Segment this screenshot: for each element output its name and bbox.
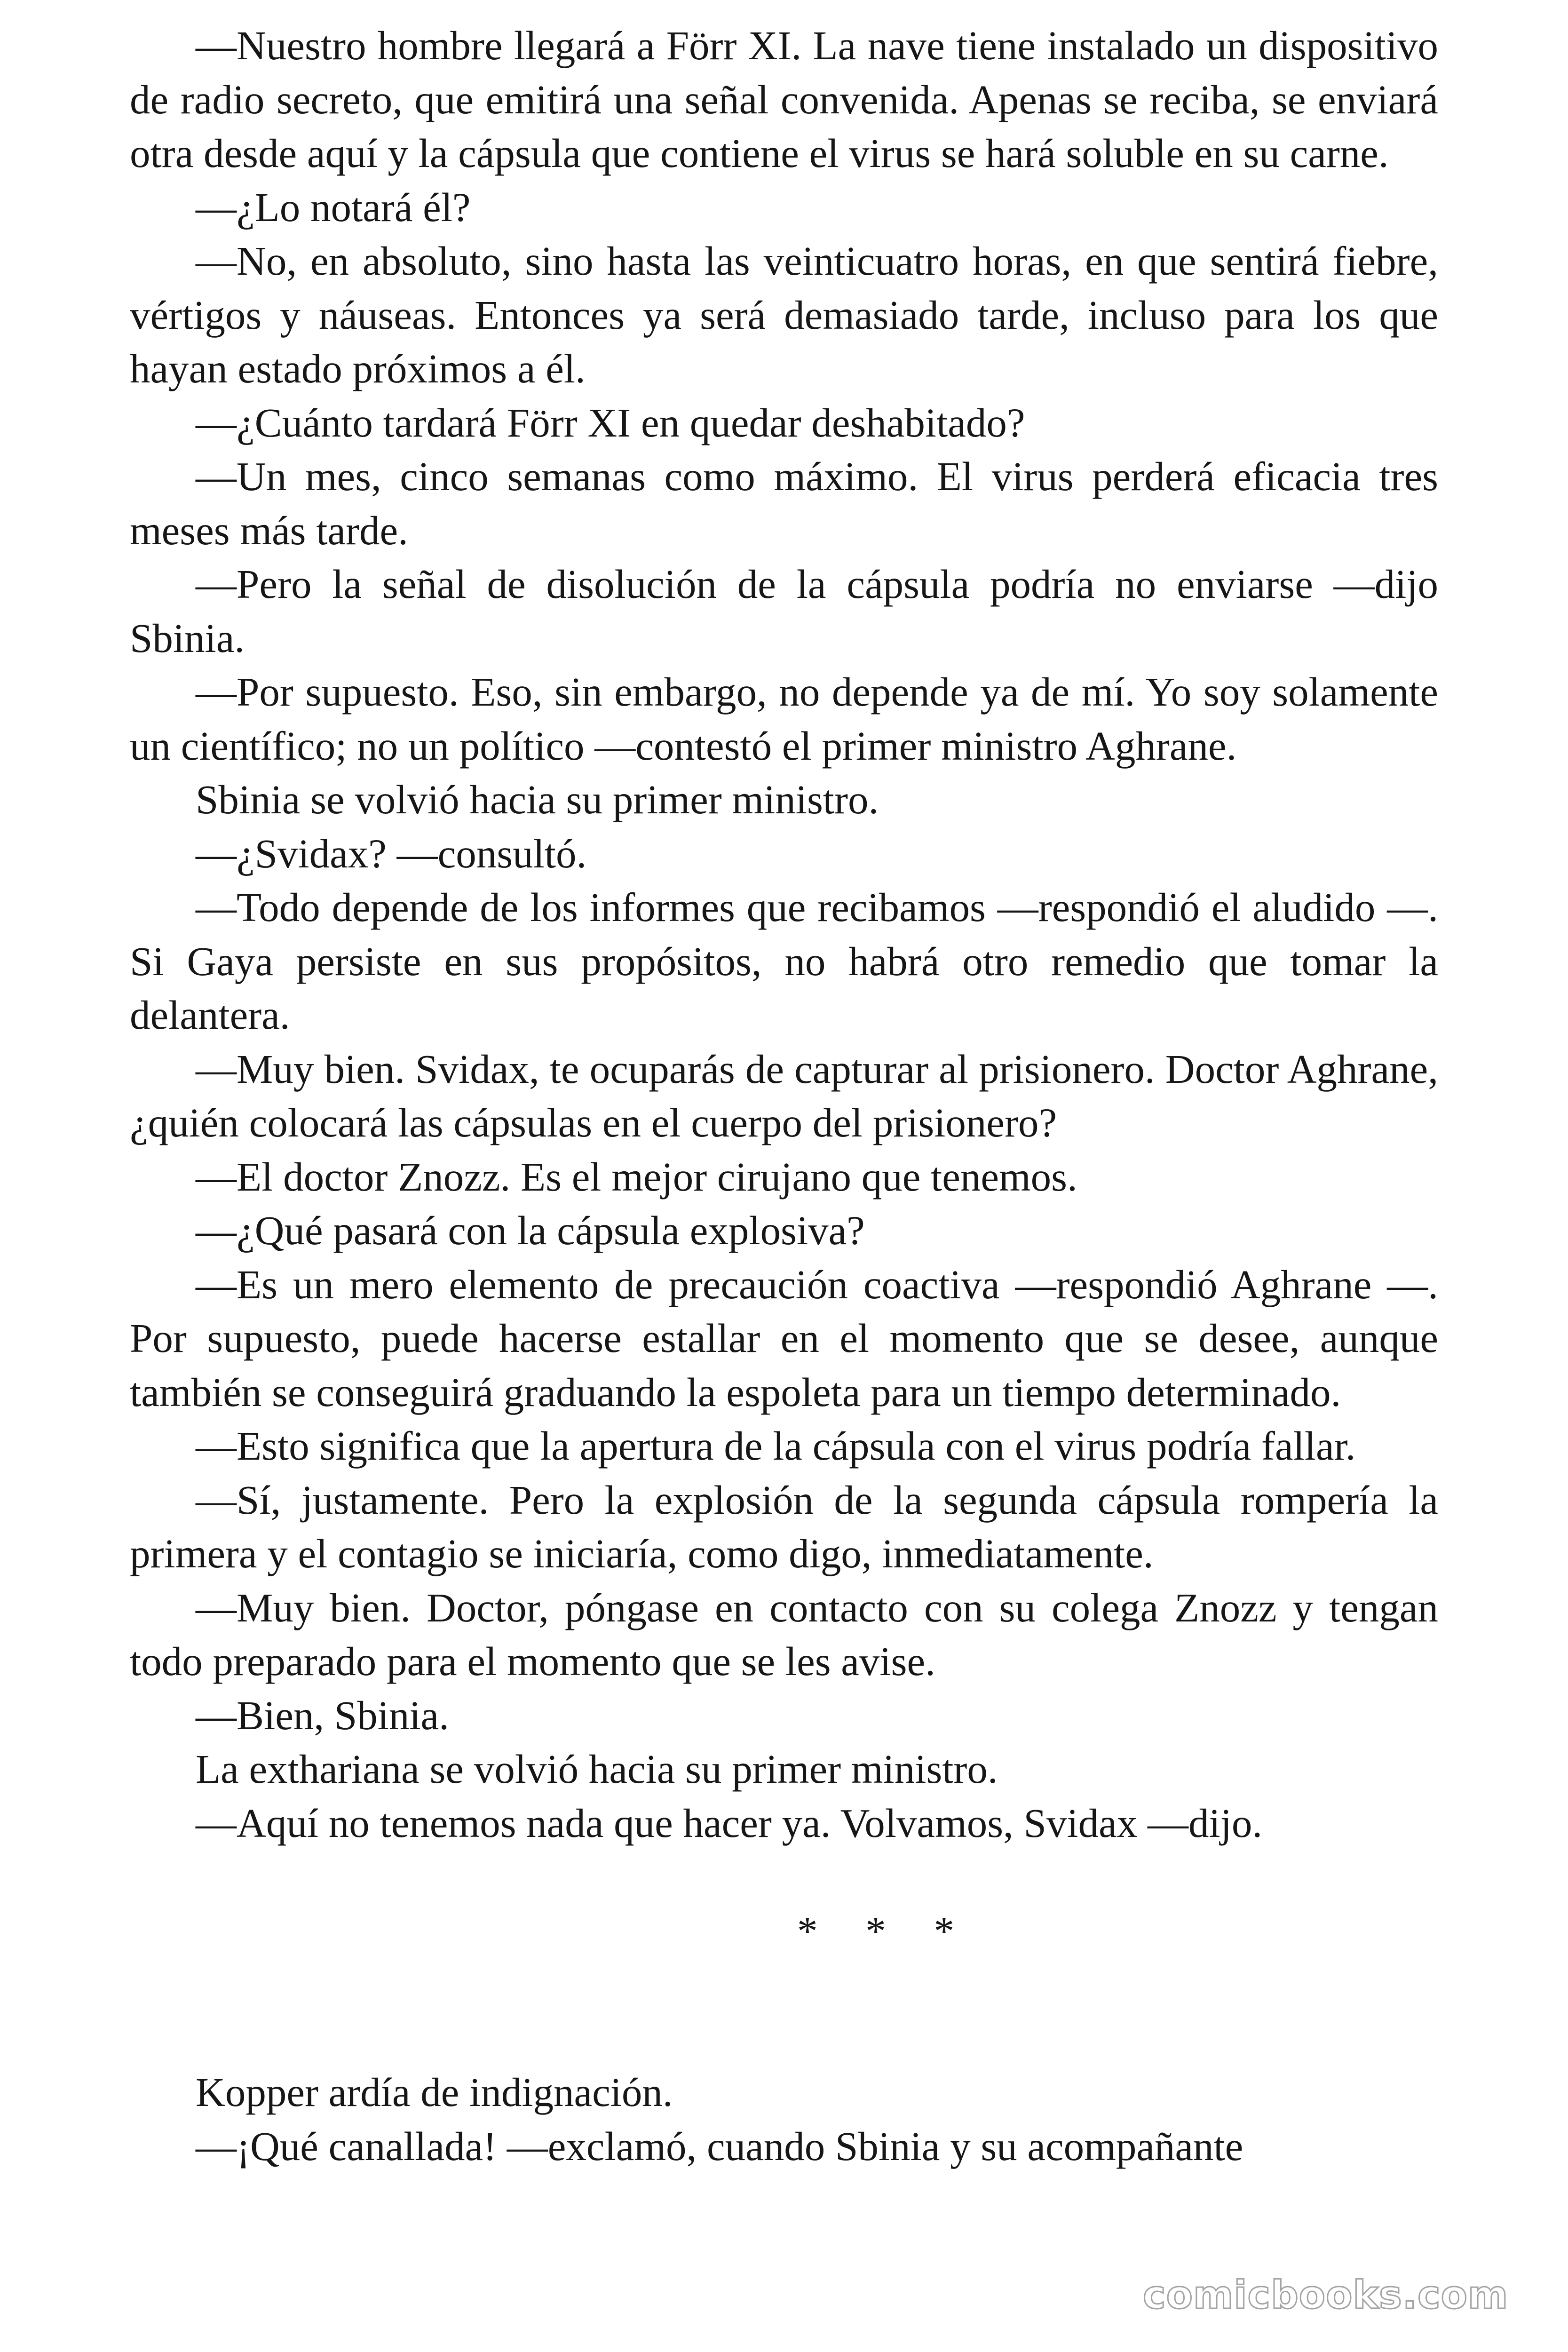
paragraph: —Es un mero elemento de precaución coactiva —respondió Aghrane —. Por supuesto, puede hacerse estallar en el momento que se desee, aunque también se conseguirá graduando la espoleta para un tiempo determinado.: [130, 1261, 1438, 1415]
paragraph: —¡Qué canallada! —exclamó, cuando Sbinia y su acompañante: [196, 2123, 1243, 2169]
paragraph: —Bien, Sbinia.: [196, 1692, 449, 1738]
book-page: [130, 19, 1438, 2173]
paragraph: —El doctor Znozz. Es el mejor cirujano que tenemos.: [196, 1153, 1077, 1200]
paragraph: Sbinia se volvió hacia su primer ministro.: [196, 777, 879, 822]
paragraph: —¿Lo notará él?: [196, 184, 471, 230]
paragraph: —Muy bien. Svidax, te ocuparás de capturar al prisionero. Doctor Aghrane, ¿quién colocará las cápsulas en el cuerpo del prisionero?: [130, 1046, 1438, 1145]
paragraph: —Nuestro hombre llegará a Förr XI. La nave tiene instalado un dispositivo de radio secreto, que emitirá una señal convenida. Apenas se reciba, se enviará otra desde aquí y la cápsula que contiene el virus se hará soluble en su carne.: [130, 23, 1438, 176]
paragraph: —¿Cuánto tardará Förr XI en quedar deshabitado?: [196, 399, 1025, 445]
paragraph: —¿Svidax? —consultó.: [196, 830, 587, 876]
section-separator: * * *: [797, 1907, 954, 1954]
paragraph: —Por supuesto. Eso, sin embargo, no depende ya de mí. Yo soy solamente un científico; no un político —contestó el primer ministro Aghrane.: [130, 669, 1438, 769]
paragraph: —Aquí no tenemos nada que hacer ya. Volvamos, Svidax —dijo.: [196, 1800, 1263, 1846]
paragraph: —Esto significa que la apertura de la cápsula con el virus podría fallar.: [196, 1423, 1356, 1469]
text-block-top: [130, 19, 1438, 1850]
paragraph: —No, en absoluto, sino hasta las veinticuatro horas, en que sentirá fiebre, vértigos y náuseas. Entonces ya será demasiado tarde, incluso para los que hayan estado próximos a él.: [130, 238, 1438, 391]
watermark: comicbooks.com: [1143, 2273, 1509, 2318]
paragraph: —Un mes, cinco semanas como máximo. El virus perderá eficacia tres meses más tarde.: [130, 453, 1438, 553]
paragraph: —Todo depende de los informes que recibamos —respondió el aludido —. Si Gaya persiste en sus propósitos, no habrá otro remedio que tomar la delantera.: [130, 884, 1438, 1038]
paragraph: —Muy bien. Doctor, póngase en contacto con su colega Znozz y tengan todo preparado para el momento que se les avise.: [130, 1584, 1438, 1684]
paragraph: —Pero la señal de disolución de la cápsula podría no enviarse —dijo Sbinia.: [130, 561, 1438, 661]
paragraph: La exthariana se volvió hacia su primer ministro.: [196, 1746, 998, 1792]
text-block-bottom: [130, 2066, 1438, 2173]
paragraph: —Sí, justamente. Pero la explosión de la segunda cápsula rompería la primera y el contagio se iniciaría, como digo, inmediatamente.: [130, 1477, 1438, 1576]
paragraph: Kopper ardía de indignación.: [196, 2069, 673, 2115]
paragraph: —¿Qué pasará con la cápsula explosiva?: [196, 1208, 865, 1253]
